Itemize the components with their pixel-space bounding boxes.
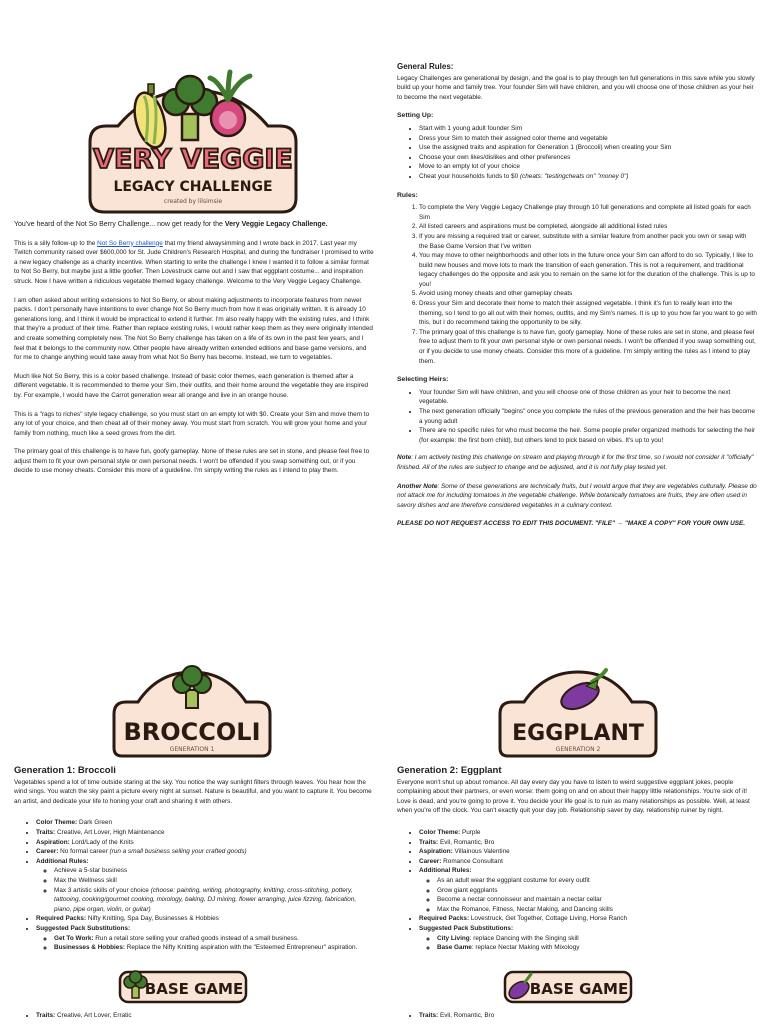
not-so-berry-link[interactable]: Not So Berry challenge: [97, 239, 163, 247]
logo-subtitle: LEGACY CHALLENGE: [113, 179, 273, 195]
list-item: ◦ Become a nectar connoisseur and maintain a nectar cellar: [437, 895, 757, 905]
gen2-title: Generation 2: Eggplant: [397, 765, 502, 776]
list-item: ◦ Businesses & Hobbies: Replace the Nifty Knitting aspiration with the "Esteemed Entrepreneur" aspiration.: [54, 943, 372, 953]
list-item: 5. Avoid using money cheats and other gameplay cheats: [419, 289, 757, 299]
intro-paragraph-3: Much like Not So Berry, this is a color based challenge. Instead of basic color themes, each generation is themed after a different vegetable. It is recommended to theme your Sim, their outfits, and their home around the vegetable they are inspired by. For example, I would have the Carrot generation wear all orange and live in an orange house.: [14, 372, 369, 399]
list-item: 1. To complete the Very Veggie Legacy Challenge play through 10 full generations and complete all listed goals for each Sim: [419, 203, 757, 222]
gen2-rules-list: [419, 828, 757, 953]
list-item: ◦ City Living: replace Dancing with the Singing skill: [437, 934, 757, 944]
list-item: ◦ Max 3 artistic skills of your choice (choose: painting, writing, photography, knitting, cross-stitching, pottery, tattooing, cooking/gourmet cooking, mixology, baking, DJ mixing, flower arranging, juice fizzing, fabrication, piano, pipe organ, violin, or guitar): [54, 886, 372, 915]
list-item: • Color Theme: Dark Green: [36, 818, 372, 828]
rules-title: Rules:: [397, 191, 418, 199]
general-rules-title: General Rules:: [397, 62, 454, 71]
list-item: • There are no specific rules for who must become the heir. Some people prefer organized methods for selecting the heir (for example: the first born child), but others tend to pick based on vibes. It's up to you!: [419, 426, 757, 445]
gen1-rules-list: [36, 818, 372, 952]
list-item: • Suggested Pack Substitutions: ◦ Get To Work: Run a retail store selling your crafted goods instead of a small business. ◦ Businesses & Hobbies: Replace the Nifty Knitting aspiration with the "Esteemed Entrepreneur" aspiration.: [36, 924, 372, 953]
list-item: • Dress your Sim to match their assigned color theme and vegetable: [419, 134, 757, 144]
list-item: • Career: No formal career (run a small business selling your crafted goods): [36, 847, 372, 857]
list-item: • Required Packs: Lovestruck, Get Together, Cottage Living, Horse Ranch: [419, 914, 757, 924]
list-item: • Aspiration: Villainous Valentine: [419, 847, 757, 857]
general-rules-desc: Legacy Challenges are generational by design, and the goal is to play through ten full generations in this save while you slowly build up your home and family tree. Your founder Sim will have children, and you will choose one of those children as your heir to become the next vegetable.: [397, 74, 755, 101]
list-item: • Traits: Evil, Romantic, Bro: [419, 838, 757, 848]
list-item: ◦ As an adult wear the eggplant costume for every outfit: [437, 876, 757, 886]
list-item: • Required Packs: Nifty Knitting, Spa Day, Businesses & Hobbies: [36, 914, 372, 924]
broccoli-badge: [108, 660, 276, 760]
intro-paragraph-4: This is a "rags to riches" style legacy challenge, so you must start on an empty lot with $0. Create your Sim and move them to any lot of your choice, and then cheat all of their money away. You must start from scratch. You will grow your home and your family from nothing, much like a seed grows from the dirt.: [14, 410, 370, 437]
gen1-title: Generation 1: Broccoli: [14, 765, 116, 776]
note: Note: I am actively testing this challenge on stream and playing through it for the first time, so I would not consider it "officially" finished. All of the rules are subject to change and be adjusted, and it is not fully play tested yet.: [397, 454, 754, 471]
eggplant-badge-title: EGGPLANT: [512, 721, 644, 746]
heirs-title: Selecting Heirs:: [397, 376, 449, 384]
list-item: 6. Dress your Sim and decorate their home to match their assigned vegetable. I think it's fun to really lean into the theming, so I tend to go all out with their homes, outfits, and my Sim's names. It is up to you how far you want to go with this, but I do recommend taking the opportunity to be silly.: [419, 299, 757, 328]
list-item: • Aspiration: Lord/Lady of the Knits: [36, 838, 372, 848]
list-item: ◦ Base Game: replace Nectar Making with Mixology: [437, 943, 757, 953]
list-item: • Color Theme: Purple: [419, 828, 757, 838]
list-item: ◦ Max the Romance, Fitness, Nectar Making, and Dancing skills: [437, 905, 757, 915]
gen1-desc: Vegetables spend a lot of time outside staring at the sky. You notice the way sunlight filters through leaves. You hear how the wind sings. You watch the sky paint a picture every night at sunset. Nature is beautiful, and you want to capture it. You become an artist, and dedicate your life to honing your craft and sharing it with others.: [14, 778, 372, 805]
list-item: ◦ Get To Work: Run a retail store selling your crafted goods instead of a small business.: [54, 934, 372, 944]
intro-paragraph-5: The primary goal of this challenge is to have fun, goofy gameplay. None of these rules are set in stone, and please feel free to adjust them to fit your own personal style or own personal needs. I won't be offended if you swap something out, or if you decide to use money cheats. Consider this more of a guideline. I'm simply writing the rules as I intend to play them.: [14, 448, 370, 475]
another-note: Another Note: Some of these generations are technically fruits, but I would argue that they are vegetables culturally. Please do not attack me for including tomatoes in the vegetable challenge. While botanically tomatoes are fruits, they are often used in savory dishes and are therefore considered vegetables in a culinary context.: [397, 482, 757, 509]
list-item: ◦ Max the Wellness skill: [54, 876, 372, 886]
logo-credit: created by lilsimsie: [163, 198, 223, 205]
list-item: • Choose your own likes/dislikes and other preferences: [419, 153, 757, 163]
logo-title: VERY VEGGIE: [93, 144, 293, 175]
gen1-column: [14, 766, 372, 953]
broccoli-badge-title: BROCCOLI: [123, 718, 261, 746]
list-item: • Traits: Creative, Art Lover, High Maintenance: [36, 828, 372, 838]
list-item: • Start with 1 young adult founder Sim: [419, 124, 757, 134]
edit-warning: PLEASE DO NOT REQUEST ACCESS TO EDIT THIS DOCUMENT. "FILE" → "MAKE A COPY" FOR YOUR OWN USE.: [397, 520, 746, 528]
gen1-base-game-rules: [14, 1011, 372, 1021]
intro-paragraph-2: I am often asked about writing extensions to Not So Berry, or about making adjustments to incorporate features from newer packs. I don't personally have intentions to ever change Not So Berry much from how it was originally written. It is already 10 generations long, and I think it would be impractical to extend it further. I'm also really happy with the existing rules, and I think that they're a product of their time. Rather than replace existing rules, I would rather keep them as they were originally intended and create something completely new. The Not So Berry challenge has taken on a life of its own in the past few years, and I feel that it belongs to the community now. Other people have already written extended editions and base game versions, and for me to change anything would take away from what Not So Berry has become. Instead, we turn to vegetables.: [14, 296, 373, 362]
list-item: ◦ Achieve a 5-star business: [54, 866, 372, 876]
gen2-base-game-rules: [397, 1011, 757, 1021]
list-item: • Additional Rules: ◦ As an adult wear the eggplant costume for every outfit ◦ Grow giant eggplants ◦ Become a nectar connoisseur and maintain a nectar cellar ◦ Max the Romance, Fitness, Nectar Making, and Dancing skills: [419, 866, 757, 914]
list-item: • Additional Rules: ◦ Achieve a 5-star business ◦ Max the Wellness skill ◦ Max 3 artistic skills of your choice (choose: painting, writing, photography, knitting, cross-stitching, pottery, tattooing, cooking/gourmet cooking, mixology, baking, DJ mixing, flower arranging, juice fizzing, fabrication, piano, pipe organ, violin, or guitar): [36, 857, 372, 915]
intro-lead: You've heard of the Not So Berry Challenge... now get ready for the Very Veggie Legacy Challenge.: [14, 221, 328, 228]
eggplant-badge-sub: GENERATION 2: [555, 746, 601, 753]
list-item: 7. The primary goal of this challenge is to have fun, goofy gameplay. None of these rules are set in stone, and please feel free to adjust them to fit your own personal style or own personal needs. I won't be offended if you swap something out, or if you decide to use money cheats. Consider this more of a guideline. I'm simply writing the rules as I intend to play them.: [419, 328, 757, 366]
list-item: • Suggested Pack Substitutions: ◦ City Living: replace Dancing with the Singing skill ◦ Base Game: replace Nectar Making with Mixology: [419, 924, 757, 953]
base-game-label: BASE GAME: [144, 980, 244, 998]
list-item: 4. You may move to other neighborhoods and other lots in the future once your Sim can afford to do so. Typically, I like to build new houses and move lots to mark the transition of each generation. This is not a requirement, and traditional legacy challenges do the opposite and ask you to remain on the same lot for the duration of the challenge. This is up to you!: [419, 251, 757, 289]
setup-title: Setting Up:: [397, 112, 434, 120]
list-item: • Career: Romance Consultant: [419, 857, 757, 867]
list-item: • Move to an empty lot of your choice: [419, 162, 757, 172]
list-item: • The next generation officially "begins" once you complete the rules of the previous generation and the heir has become a young adult: [419, 407, 757, 426]
list-item: • Traits: Evil, Romantic, Bro: [419, 1011, 757, 1021]
gen2-desc: Everyone won't shut up about romance. All day every day you have to listen to weird suggestive eggplant jokes, people complaining about their partners, or even worse: them going on and on about their happy little relationships. You're sick of it! Love is dead, and you're going to prove it. You decide your life goal is to ruin as many relationships as possible. Well, at least when you're off the clock. You can't exactly quit your day job. Relationship saver by day, relationship ruiner by night.: [397, 778, 750, 815]
eggplant-badge: [494, 660, 662, 760]
broccoli-badge-sub: GENERATION 1: [169, 746, 215, 753]
intro-paragraph-1: This is a silly follow-up to the Not So Berry challenge that my friend alwaysimming and I wrote back in 2017. Last year my Twitch community raised over $600,000 for St. Jude Children's Research Hospital, and during the fundraiser I promised to write a new legacy challenge as a charity incentive. When starting to write the challenge I knew I wanted it to follow a similar format to Not So Berry, but maybe just a little goofier. Then Lovestruck came out and I saw that eggplant costume... and inspiration struck. Now I have written a ridiculous vegetable themed legacy challenge. Welcome to the Very Veggie Legacy Challenge.: [14, 239, 374, 285]
list-item: • Your founder Sim will have children, and you will choose one of those children as your heir to become the next vegetable.: [419, 388, 757, 407]
gen1-base-game-badge: [118, 968, 248, 1006]
gen2-base-game-badge: [503, 968, 633, 1006]
list-item: • Use the assigned traits and aspiration for Generation 1 (Broccoli) when creating your Sim: [419, 143, 757, 153]
base-game-label: BASE GAME: [529, 980, 629, 998]
list-item: • Cheat your households funds to $0 (cheats: "testingcheats on" "money 0"): [419, 172, 757, 182]
list-item: ◦ Grow giant eggplants: [437, 886, 757, 896]
gen2-column: [397, 766, 757, 953]
list-item: 3. If you are missing a required trait or career, substitute with a similar feature from another pack you own or swap with the Base Game Version that I've written: [419, 232, 757, 251]
list-item: • Traits: Creative, Art Lover, Erratic: [36, 1011, 372, 1021]
list-item: 2. All listed careers and aspirations must be completed, alongside all additional listed rules: [419, 222, 757, 232]
